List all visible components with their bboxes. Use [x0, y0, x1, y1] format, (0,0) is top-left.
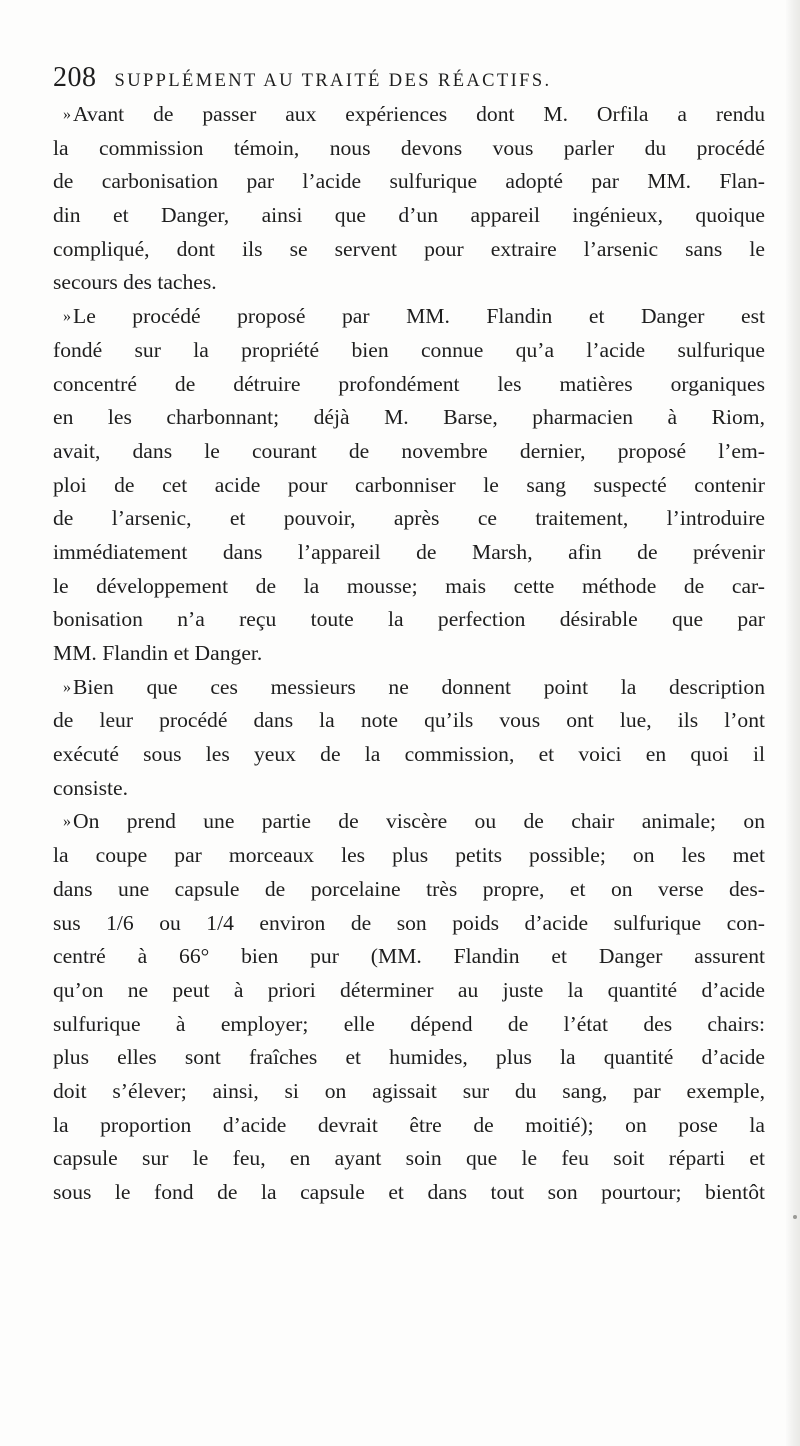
text-line [53, 637, 765, 671]
page-header [53, 62, 753, 94]
page-edge-shadow [786, 0, 800, 1446]
text-line [53, 266, 765, 300]
text-line [53, 738, 765, 772]
text-line [53, 536, 765, 570]
line-text: immédiatement dans l’appareil de Marsh, afin de prévenir [53, 539, 765, 564]
line-text: Bien que ces messieurs ne donnent point la description [73, 674, 765, 699]
paragraph-mark: » [63, 678, 71, 696]
line-text: fondé sur la propriété bien connue qu’a l’acide sulfurique [53, 337, 765, 362]
line-text: sulfurique à employer; elle dépend de l’état des chairs: [53, 1011, 765, 1036]
line-text: doit s’élever; ainsi, si on agissait sur du sang, par exemple, [53, 1078, 765, 1103]
body-text [53, 98, 765, 1210]
line-text: qu’on ne peut à priori déterminer au juste la quantité d’acide [53, 977, 765, 1002]
text-line [53, 1008, 765, 1042]
line-text: Le procédé proposé par MM. Flandin et Danger est [73, 304, 765, 329]
line-text: la proportion d’acide devrait être de moitié); on pose la [53, 1112, 765, 1137]
text-line [53, 1142, 765, 1176]
line-text: Avant de passer aux expériences dont M. Orfila a rendu [73, 102, 765, 126]
text-line [53, 165, 765, 199]
paragraph-mark: » [63, 813, 71, 831]
line-text: consiste. [53, 775, 128, 800]
line-text: bonisation n’a reçu toute la perfection désirable que par [53, 607, 765, 632]
line-text: la coupe par morceaux les plus petits possible; on les met [53, 843, 765, 868]
line-text: sus 1/6 ou 1/4 environ de son poids d’acide sulfurique con- [53, 910, 765, 935]
line-text: sous le fond de la capsule et dans tout son pourtour; bientôt [53, 1180, 765, 1204]
line-text: dans une capsule de porcelaine très propre, et on verse des- [53, 876, 765, 901]
text-line [53, 199, 765, 233]
line-text: secours des taches. [53, 270, 217, 295]
line-text: exécuté sous les yeux de la commission, et voici en quoi il [53, 742, 765, 767]
line-text: On prend une partie de viscère ou de chair animale; on [73, 809, 765, 834]
text-line [53, 435, 765, 469]
paragraph-first-line [53, 98, 765, 132]
paragraph-first-line [53, 671, 765, 705]
line-text: la commission témoin, nous devons vous parler du procédé [53, 135, 765, 160]
paragraph-first-line [53, 805, 765, 839]
line-text: de leur procédé dans la note qu’ils vous ont lue, ils l’ont [53, 708, 765, 733]
line-text: concentré de détruire profondément les matières organiques [53, 371, 765, 396]
line-text: MM. Flandin et Danger. [53, 641, 263, 665]
line-text: le développement de la mousse; mais cette méthode de car- [53, 573, 765, 598]
text-line [53, 974, 765, 1008]
paragraph-mark: » [63, 308, 71, 326]
text-line [53, 873, 765, 907]
text-line [53, 1041, 765, 1075]
line-text: centré à 66° bien pur (MM. Flandin et Danger assurent [53, 944, 765, 969]
running-title: SUPPLÉMENT AU TRAITÉ DES RÉACTIFS. [114, 71, 552, 91]
paper-speck [793, 1215, 797, 1219]
text-line [53, 839, 765, 873]
text-line [53, 1075, 765, 1109]
text-line [53, 334, 765, 368]
line-text: ploi de cet acide pour carbonniser le sang suspecté contenir [53, 472, 765, 497]
paragraph-mark: » [63, 106, 71, 123]
line-text: en les charbonnant; déjà M. Barse, pharmacien à Riom, [53, 405, 765, 430]
line-text: avait, dans le courant de novembre dernier, proposé l’em- [53, 438, 765, 463]
paragraph-first-line [53, 300, 765, 334]
line-text: compliqué, dont ils se servent pour extraire l’arsenic sans le [53, 236, 765, 261]
text-line [53, 772, 765, 806]
text-line [53, 469, 765, 503]
text-line [53, 1176, 765, 1210]
text-line [53, 132, 765, 166]
line-text: din et Danger, ainsi que d’un appareil ingénieux, quoique [53, 203, 765, 228]
line-text: capsule sur le feu, en ayant soin que le feu soit réparti et [53, 1146, 765, 1171]
text-line [53, 368, 765, 402]
text-line [53, 233, 765, 267]
text-line [53, 907, 765, 941]
page-number: 208 [53, 62, 97, 93]
text-line [53, 401, 765, 435]
text-line [53, 704, 765, 738]
text-line [53, 502, 765, 536]
text-line [53, 940, 765, 974]
text-line [53, 570, 765, 604]
text-line [53, 603, 765, 637]
line-text: plus elles sont fraîches et humides, plus la quantité d’acide [53, 1045, 765, 1070]
line-text: de carbonisation par l’acide sulfurique adopté par MM. Flan- [53, 169, 765, 194]
line-text: de l’arsenic, et pouvoir, après ce traitement, l’introduire [53, 506, 765, 531]
text-line [53, 1109, 765, 1143]
